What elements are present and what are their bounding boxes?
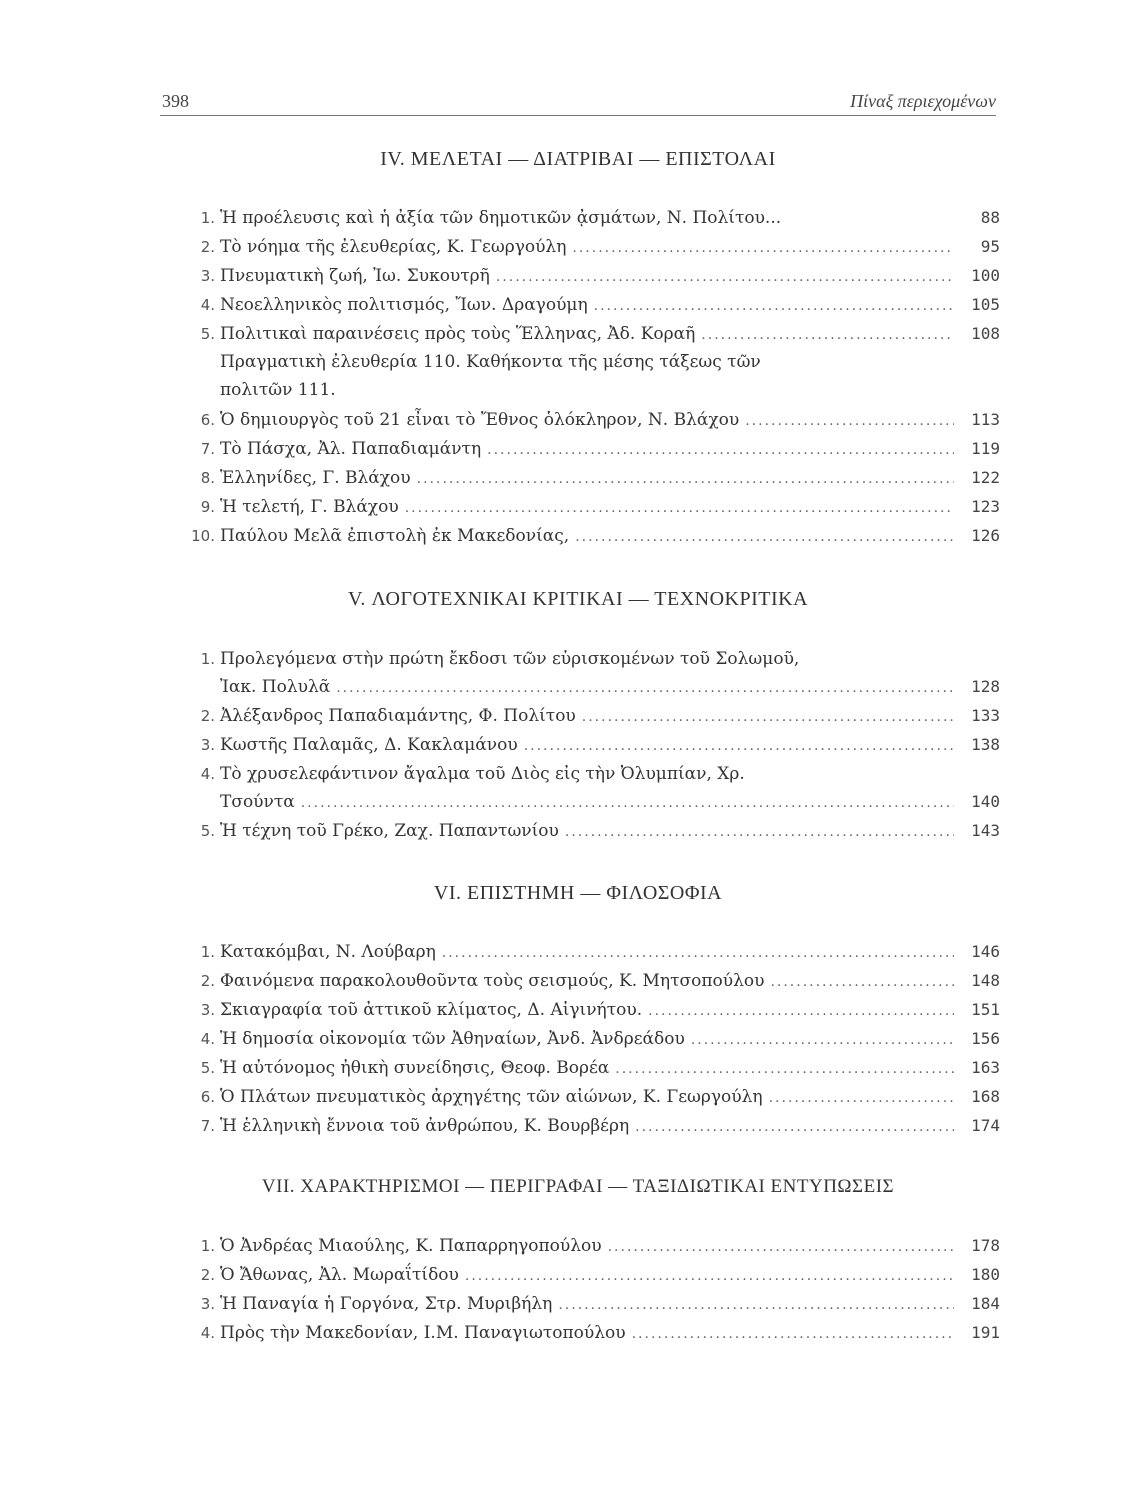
entry-number: 7. (200, 1117, 215, 1135)
entry-page: 174 (971, 1116, 1000, 1135)
entry-number: 3. (200, 267, 215, 285)
leader-dots (565, 818, 954, 846)
entry-number: 1. (200, 209, 215, 227)
entry-subtext: Πραγματικὴ ἐλευθερία 110. Καθήκοντα τῆς μέσης τάξεως τῶν (220, 352, 761, 372)
entry-number: 5. (200, 1059, 215, 1077)
section-title-iv: IV. ΜΕΛΕΤΑΙ — ΔΙΑΤΡΙΒΑΙ — ΕΠΙΣΤΟΛΑΙ (380, 148, 776, 170)
entry-text: Ἡ τελετή, Γ. Βλάχου (220, 497, 399, 517)
entry-number: 1. (200, 1237, 215, 1255)
entry-text: Ἡ ἑλληνικὴ ἔννοια τοῦ ἀνθρώπου, Κ. Βουρβέρη (220, 1116, 630, 1136)
entry-text: Ὁ Ἄθωνας, Ἀλ. Μωραΐτίδου (220, 1265, 459, 1285)
entry-subtext: Ἰακ. Πολυλᾶ (220, 677, 331, 697)
page-header (162, 80, 996, 112)
entry-text: Φαινόμενα παρακολουθοῦντα τοὺς σεισμούς, Κ. Μητσοπούλου (220, 971, 765, 991)
entry-text: Ἀλέξανδρος Παπαδιαμάντης, Φ. Πολίτου (220, 706, 576, 726)
entry-number: 1. (200, 650, 215, 668)
leader-dots (701, 321, 954, 349)
leader-dots (615, 1055, 954, 1083)
leader-dots (745, 407, 954, 435)
entry-number: 4. (200, 765, 215, 783)
entry-text: Ἡ αὐτόνομος ἠθικὴ συνείδησις, Θεοφ. Βορέα (220, 1058, 610, 1078)
entry-text: Ἑλληνίδες, Γ. Βλάχου (220, 468, 411, 488)
entry-page: 143 (971, 821, 1000, 840)
entry-number: 10. (191, 527, 215, 545)
leader-dots (524, 732, 954, 760)
page-number: 398 (162, 91, 189, 111)
toc-entry (160, 435, 1000, 463)
leader-dots (558, 1291, 954, 1319)
entry-number: 1. (200, 943, 215, 961)
entry-page: 168 (971, 1087, 1000, 1106)
entry-number: 9. (200, 498, 215, 516)
entry-number: 6. (200, 1088, 215, 1106)
toc-entry (160, 493, 1000, 521)
entry-text: Ὁ Πλάτων πνευματικὸς ἀρχηγέτης τῶν αἰώνων, Κ. Γεωργούλη (220, 1087, 763, 1107)
toc-entry (160, 938, 1000, 966)
leader-dots (582, 703, 954, 731)
entry-page: 163 (971, 1058, 1000, 1077)
leader-dots (608, 1233, 954, 1261)
entry-page: 88 (980, 208, 1000, 227)
entry-number: 7. (200, 440, 215, 458)
section-title-v: V. ΛΟΓΟΤΕΧΝΙΚΑΙ ΚΡΙΤΙΚΑΙ — ΤΕΧΝΟΚΡΙΤΙΚΑ (347, 588, 809, 610)
running-title: Πίναξ περιεχομένων (850, 91, 996, 111)
toc-entry (160, 1290, 1000, 1318)
entry-text: Τὸ Πάσχα, Ἀλ. Παπαδιαμάντη (220, 439, 482, 459)
entry-number: 2. (200, 1266, 215, 1284)
toc-entry (160, 1083, 1000, 1111)
entry-number: 3. (200, 1295, 215, 1313)
entry-text: Ὁ δημιουργὸς τοῦ 21 εἶναι τὸ Ἔθνος ὁλόκληρον, Ν. Βλάχου (220, 410, 740, 430)
toc-entry (160, 1025, 1000, 1053)
toc-entry (160, 233, 1000, 261)
entry-page: 126 (971, 526, 1000, 545)
entry-subtext: πολιτῶν 111. (220, 380, 336, 400)
leader-dots (572, 234, 954, 262)
header-rule (160, 115, 996, 116)
entry-number: 2. (200, 972, 215, 990)
entry-text: Νεοελληνικὸς πολιτισμός, Ἴων. Δραγούμη (220, 295, 588, 315)
entry-text: Πρὸς τὴν Μακεδονίαν, Ι.Μ. Παναγιωτοπούλου (220, 1323, 626, 1343)
toc-entry (160, 996, 1000, 1024)
entry-number: 2. (200, 707, 215, 725)
entry-page: 113 (971, 410, 1000, 429)
toc-entry (160, 1054, 1000, 1082)
toc-entry (160, 1232, 1000, 1260)
toc-entry (160, 1319, 1000, 1347)
entry-page: 128 (971, 677, 1000, 696)
entry-number: 4. (200, 1324, 215, 1342)
toc-entry (160, 817, 1000, 845)
entry-number: 3. (200, 1001, 215, 1019)
leader-dots (594, 292, 954, 320)
entry-page: 105 (971, 295, 1000, 314)
toc-entry (160, 1261, 1000, 1289)
leader-dots (648, 997, 954, 1025)
toc-entry (160, 464, 1000, 492)
entry-text: Πνευματικὴ ζωή, Ἰω. Συκουτρῆ (220, 266, 490, 286)
entry-page: 184 (971, 1294, 1000, 1313)
leader-dots (487, 436, 954, 464)
entry-page: 95 (980, 237, 1000, 256)
entry-text: Σκιαγραφία τοῦ ἀττικοῦ κλίματος, Δ. Αἰγινήτου. (220, 1000, 643, 1020)
toc-entry (160, 406, 1000, 434)
leader-dots (635, 1113, 954, 1141)
toc-entry (160, 645, 1000, 701)
entry-subtext: Τσούντα (220, 792, 295, 812)
leader-dots (770, 968, 954, 996)
toc-entry (160, 760, 1000, 816)
section-title-vi: VI. ΕΠΙΣΤΗΜΗ — ΦΙΛΟΣΟΦΙΑ (433, 882, 723, 904)
toc-entry (160, 967, 1000, 995)
leader-dots (632, 1320, 954, 1348)
entry-page: 100 (971, 266, 1000, 285)
entry-page: 133 (971, 706, 1000, 725)
entry-page: 140 (971, 792, 1000, 811)
entry-page: 180 (971, 1265, 1000, 1284)
entry-number: 6. (200, 411, 215, 429)
entry-text: Ὁ Ἀνδρέας Μιαούλης, Κ. Παπαρρηγοπούλου (220, 1236, 602, 1256)
leader-dots (405, 494, 954, 522)
entry-text: Κωστῆς Παλαμᾶς, Δ. Κακλαμάνου (220, 735, 518, 755)
entry-text: Τὸ νόημα τῆς ἐλευθερίας, Κ. Γεωργούλη (220, 237, 567, 257)
leader-dots (769, 1084, 954, 1112)
toc-entry (160, 731, 1000, 759)
toc-entry (160, 262, 1000, 290)
entry-text: Κατακόμβαι, Ν. Λούβαρη (220, 942, 436, 962)
leader-dots (336, 674, 954, 702)
entry-page: 119 (971, 439, 1000, 458)
entry-page: 191 (971, 1323, 1000, 1342)
entry-text: Ἡ δημοσία οἰκονομία τῶν Ἀθηναίων, Ἀνδ. Ἀνδρεάδου (220, 1029, 685, 1049)
entry-page: 151 (971, 1000, 1000, 1019)
leader-dots (575, 523, 954, 551)
section-title-vii: VII. ΧΑΡΑΚΤΗΡΙΣΜΟΙ — ΠΕΡΙΓΡΑΦΑΙ — ΤΑΞΙΔΙΩΤΙΚΑΙ ΕΝΤΥΠΩΣΕΙΣ (261, 1176, 895, 1197)
toc-entry (160, 702, 1000, 730)
entry-number: 4. (200, 296, 215, 314)
entry-page: 178 (971, 1236, 1000, 1255)
entry-text: Τὸ χρυσελεφάντινον ἄγαλμα τοῦ Διὸς εἰς τὴν Ὀλυμπίαν, Χρ. (220, 764, 745, 784)
entry-number: 3. (200, 736, 215, 754)
leader-dots (442, 939, 954, 967)
leader-dots (417, 465, 954, 493)
leader-dots (691, 1026, 954, 1054)
entry-text: Ἡ προέλευσις καὶ ἡ ἀξία τῶν δημοτικῶν ᾀσμάτων, Ν. Πολίτου... (220, 208, 782, 228)
entry-page: 108 (971, 324, 1000, 343)
leader-dots (465, 1262, 954, 1290)
toc-entry (160, 291, 1000, 319)
entry-page: 148 (971, 971, 1000, 990)
entry-text: Πολιτικαὶ παραινέσεις πρὸς τοὺς Ἕλληνας, Ἀδ. Κοραῆ (220, 324, 696, 344)
entry-number: 5. (200, 822, 215, 840)
entry-page: 122 (971, 468, 1000, 487)
entry-page: 146 (971, 942, 1000, 961)
entry-text: Προλεγόμενα στὴν πρώτη ἔκδοσι τῶν εὑρισκομένων τοῦ Σολωμοῦ, (220, 649, 800, 669)
entry-text: Ἡ τέχνη τοῦ Γρέκο, Ζαχ. Παπαντωνίου (220, 821, 559, 841)
toc-entry (160, 1112, 1000, 1140)
toc-entry (160, 320, 1000, 404)
entry-page: 138 (971, 735, 1000, 754)
toc-entry (160, 522, 1000, 550)
entry-number: 5. (200, 325, 215, 343)
toc-entry (160, 204, 1000, 232)
entry-page: 123 (971, 497, 1000, 516)
entry-page: 156 (971, 1029, 1000, 1048)
entry-number: 4. (200, 1030, 215, 1048)
entry-number: 8. (200, 469, 215, 487)
leader-dots (496, 263, 954, 291)
leader-dots (301, 789, 954, 817)
entry-text: Ἡ Παναγία ἡ Γοργόνα, Στρ. Μυριβήλη (220, 1294, 553, 1314)
entry-text: Παύλου Μελᾶ ἐπιστολὴ ἐκ Μακεδονίας, (220, 526, 570, 546)
entry-number: 2. (200, 238, 215, 256)
